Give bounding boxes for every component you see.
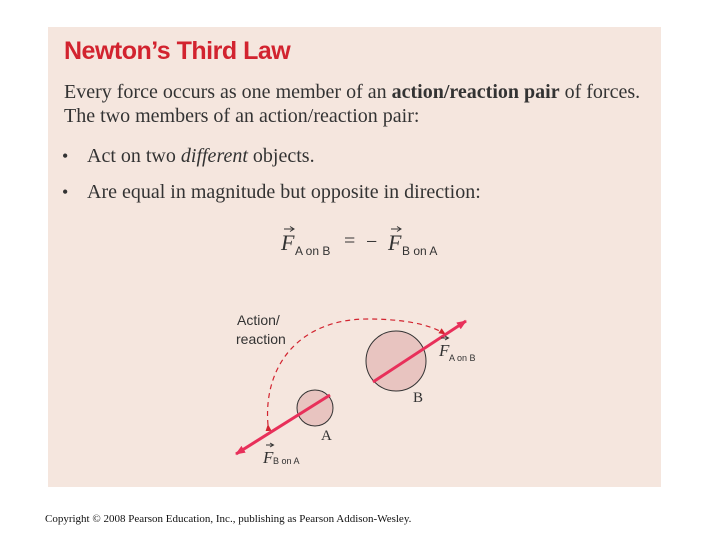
action-reaction-label-line2: reaction xyxy=(236,331,286,347)
force-pair-diagram xyxy=(48,27,661,487)
slide-title: Newton’s Third Law xyxy=(64,37,291,65)
equation-right-symbol: F xyxy=(388,230,402,255)
bullet-dot-icon: • xyxy=(62,146,69,166)
force-b-on-a-subscript: B on A xyxy=(273,456,300,466)
copyright-notice: Copyright © 2008 Pearson Education, Inc., publishing as Pearson Addison-Wesley. xyxy=(45,513,412,525)
bullet-text-before: Act on two xyxy=(87,145,181,167)
equation-left-subscript: A on B xyxy=(295,244,331,258)
force-a-on-b-symbol: F xyxy=(439,341,450,360)
vector-arrow-icon xyxy=(266,443,274,447)
equation-right-subscript: B on A xyxy=(402,244,438,258)
slide-panel xyxy=(48,27,661,487)
equation-minus: − xyxy=(366,231,378,253)
object-b-label: B xyxy=(413,390,424,406)
object-a-label: A xyxy=(321,428,332,444)
equation-left-symbol: F xyxy=(281,230,295,255)
force-b-on-a-symbol: F xyxy=(263,448,274,467)
equation xyxy=(280,227,437,259)
bullet-text-before: Are equal in magnitude but opposite in direction: xyxy=(87,181,481,203)
force-a-on-b-subscript: A on B xyxy=(449,353,476,363)
intro-bold-term: action/reaction pair xyxy=(391,81,560,103)
action-reaction-label-line1: Action/ xyxy=(237,312,280,328)
bullet-italic: different xyxy=(180,145,248,167)
equation-equals: = xyxy=(344,230,356,252)
bullet-dot-icon: • xyxy=(62,182,69,202)
bullet-text-after: objects. xyxy=(247,145,315,167)
intro-text-after: of forces. The two members of an action/reaction pair: xyxy=(64,81,641,127)
intro-text-before: Every force occurs as one member of an xyxy=(64,81,392,103)
